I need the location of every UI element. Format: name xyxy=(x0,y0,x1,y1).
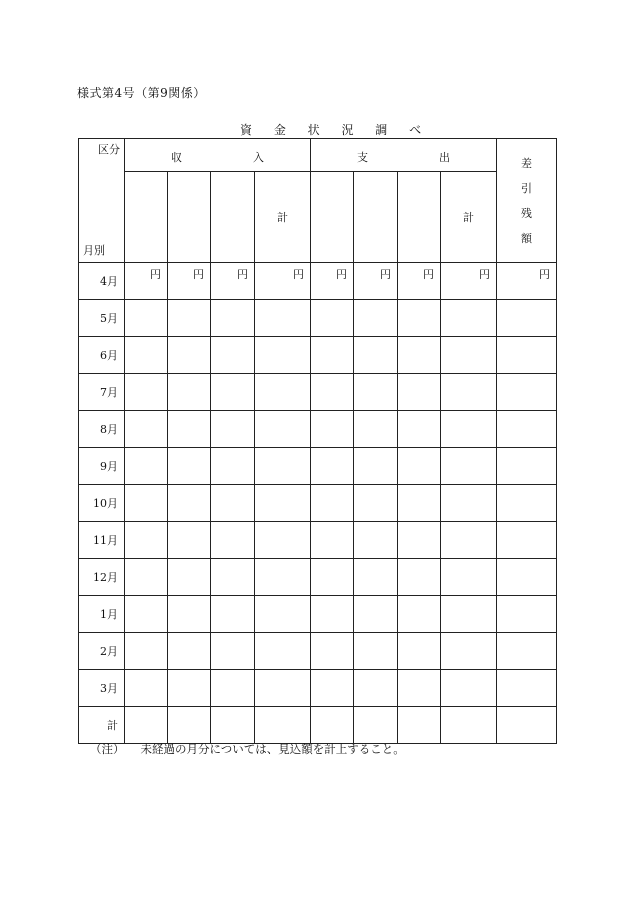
data-cell xyxy=(497,411,557,448)
data-cell xyxy=(255,374,311,411)
data-cell xyxy=(441,559,497,596)
data-cell xyxy=(398,596,441,633)
data-cell xyxy=(125,596,168,633)
data-cell xyxy=(211,707,255,744)
data-cell xyxy=(125,522,168,559)
data-cell xyxy=(354,633,398,670)
data-cell xyxy=(311,707,354,744)
data-cell xyxy=(255,448,311,485)
unit-cell: 円 xyxy=(255,263,311,300)
data-cell xyxy=(255,485,311,522)
data-cell xyxy=(441,337,497,374)
income-item-header xyxy=(211,172,255,263)
data-cell xyxy=(354,448,398,485)
data-cell xyxy=(311,670,354,707)
cash-status-table xyxy=(78,138,557,744)
data-cell xyxy=(398,337,441,374)
total-row xyxy=(79,707,557,744)
row-label: 7月 xyxy=(79,374,125,411)
data-cell xyxy=(311,337,354,374)
expense-subtotal-header: 計 xyxy=(441,172,497,263)
division-label: 区分 xyxy=(98,143,120,156)
data-cell xyxy=(255,522,311,559)
data-cell xyxy=(311,485,354,522)
data-cell xyxy=(398,707,441,744)
month-row xyxy=(79,633,557,670)
data-cell xyxy=(441,670,497,707)
data-cell xyxy=(354,300,398,337)
data-cell xyxy=(398,300,441,337)
month-row xyxy=(79,448,557,485)
data-cell xyxy=(125,300,168,337)
data-cell xyxy=(311,448,354,485)
month-row xyxy=(79,337,557,374)
header-row-bottom xyxy=(79,172,557,263)
data-cell xyxy=(168,596,211,633)
row-label: 5月 xyxy=(79,300,125,337)
data-cell xyxy=(354,374,398,411)
expense-item-header xyxy=(398,172,441,263)
data-cell xyxy=(398,522,441,559)
row-label: 3月 xyxy=(79,670,125,707)
row-label: 11月 xyxy=(79,522,125,559)
balance-char: 差 xyxy=(521,156,532,170)
month-row xyxy=(79,670,557,707)
data-cell xyxy=(497,300,557,337)
data-cell xyxy=(497,670,557,707)
data-cell xyxy=(255,300,311,337)
data-cell xyxy=(441,448,497,485)
unit-cell: 円 xyxy=(398,263,441,300)
month-row xyxy=(79,374,557,411)
data-cell xyxy=(497,374,557,411)
unit-cell: 円 xyxy=(441,263,497,300)
data-cell xyxy=(311,596,354,633)
footnote xyxy=(90,741,405,757)
data-cell xyxy=(211,448,255,485)
month-row xyxy=(79,485,557,522)
income-item-header xyxy=(168,172,211,263)
balance-header xyxy=(497,139,557,263)
data-cell xyxy=(168,485,211,522)
month-row xyxy=(79,411,557,448)
data-cell xyxy=(441,596,497,633)
data-cell xyxy=(125,485,168,522)
data-cell xyxy=(168,670,211,707)
data-cell xyxy=(168,300,211,337)
data-cell xyxy=(211,559,255,596)
data-cell xyxy=(497,596,557,633)
row-label: 計 xyxy=(79,707,125,744)
row-label: 4月 xyxy=(79,263,125,300)
balance-char: 引 xyxy=(521,181,532,195)
footnote-mark: （注） xyxy=(90,742,125,756)
data-cell xyxy=(354,707,398,744)
data-cell xyxy=(497,522,557,559)
data-cell xyxy=(211,300,255,337)
data-cell xyxy=(497,559,557,596)
data-cell xyxy=(441,374,497,411)
data-cell xyxy=(255,337,311,374)
data-cell xyxy=(168,337,211,374)
row-label: 8月 xyxy=(79,411,125,448)
data-cell xyxy=(354,485,398,522)
form-number: 様式第4号（第9関係） xyxy=(77,86,206,100)
data-cell xyxy=(211,596,255,633)
data-cell xyxy=(125,448,168,485)
data-cell xyxy=(125,707,168,744)
data-cell xyxy=(354,337,398,374)
data-cell xyxy=(311,559,354,596)
data-cell xyxy=(441,485,497,522)
income-header xyxy=(125,139,311,172)
data-cell xyxy=(211,522,255,559)
data-cell xyxy=(398,411,441,448)
data-cell xyxy=(125,374,168,411)
data-cell xyxy=(168,522,211,559)
data-cell xyxy=(398,633,441,670)
data-cell xyxy=(311,411,354,448)
data-cell xyxy=(211,411,255,448)
data-cell xyxy=(354,411,398,448)
header-row-top xyxy=(79,139,557,172)
row-label: 10月 xyxy=(79,485,125,522)
month-row xyxy=(79,300,557,337)
expense-label-left: 支 xyxy=(357,151,368,164)
data-cell xyxy=(398,559,441,596)
unit-cell: 円 xyxy=(211,263,255,300)
data-cell xyxy=(441,633,497,670)
data-cell xyxy=(441,411,497,448)
balance-char: 額 xyxy=(521,231,532,245)
data-cell xyxy=(441,522,497,559)
data-cell xyxy=(398,374,441,411)
data-cell xyxy=(211,670,255,707)
footnote-text: 未経過の月分については、見込額を計上すること。 xyxy=(140,742,405,756)
data-cell xyxy=(441,300,497,337)
data-cell xyxy=(255,670,311,707)
balance-char: 残 xyxy=(521,206,532,220)
data-cell xyxy=(125,670,168,707)
data-cell xyxy=(497,337,557,374)
expense-item-header xyxy=(311,172,354,263)
document-title: 資 金 状 況 調 べ xyxy=(240,123,431,137)
data-cell xyxy=(211,374,255,411)
income-label-right: 入 xyxy=(253,151,264,164)
expense-label-right: 出 xyxy=(439,151,450,164)
month-row xyxy=(79,522,557,559)
row-label: 2月 xyxy=(79,633,125,670)
data-cell xyxy=(398,448,441,485)
expense-header xyxy=(311,139,497,172)
data-cell xyxy=(255,633,311,670)
income-item-header xyxy=(125,172,168,263)
unit-cell: 円 xyxy=(497,263,557,300)
data-cell xyxy=(398,485,441,522)
unit-cell: 円 xyxy=(125,263,168,300)
data-cell xyxy=(125,411,168,448)
row-label: 12月 xyxy=(79,559,125,596)
data-cell xyxy=(354,559,398,596)
month-label: 月別 xyxy=(83,244,105,257)
data-cell xyxy=(311,374,354,411)
data-cell xyxy=(168,374,211,411)
data-cell xyxy=(125,559,168,596)
unit-cell: 円 xyxy=(168,263,211,300)
data-cell xyxy=(125,337,168,374)
data-cell xyxy=(168,707,211,744)
data-cell xyxy=(497,633,557,670)
data-cell xyxy=(441,707,497,744)
month-row xyxy=(79,559,557,596)
unit-cell: 円 xyxy=(311,263,354,300)
data-cell xyxy=(211,485,255,522)
data-cell xyxy=(311,522,354,559)
data-cell xyxy=(168,411,211,448)
data-cell xyxy=(311,633,354,670)
data-cell xyxy=(255,707,311,744)
data-cell xyxy=(311,300,354,337)
data-cell xyxy=(168,448,211,485)
data-cell xyxy=(354,596,398,633)
data-cell xyxy=(497,448,557,485)
data-cell xyxy=(168,559,211,596)
income-label-left: 収 xyxy=(171,151,182,164)
row-label: 6月 xyxy=(79,337,125,374)
data-cell xyxy=(168,633,211,670)
corner-cell xyxy=(79,139,125,263)
data-cell xyxy=(211,633,255,670)
data-cell xyxy=(354,670,398,707)
data-cell xyxy=(398,670,441,707)
data-cell xyxy=(255,596,311,633)
unit-cell: 円 xyxy=(354,263,398,300)
data-cell xyxy=(125,633,168,670)
month-row xyxy=(79,596,557,633)
data-cell xyxy=(255,559,311,596)
row-label: 9月 xyxy=(79,448,125,485)
month-row xyxy=(79,263,557,300)
data-cell xyxy=(255,411,311,448)
data-cell xyxy=(497,707,557,744)
data-cell xyxy=(497,485,557,522)
data-cell xyxy=(211,337,255,374)
expense-item-header xyxy=(354,172,398,263)
income-subtotal-header: 計 xyxy=(255,172,311,263)
data-cell xyxy=(354,522,398,559)
row-label: 1月 xyxy=(79,596,125,633)
